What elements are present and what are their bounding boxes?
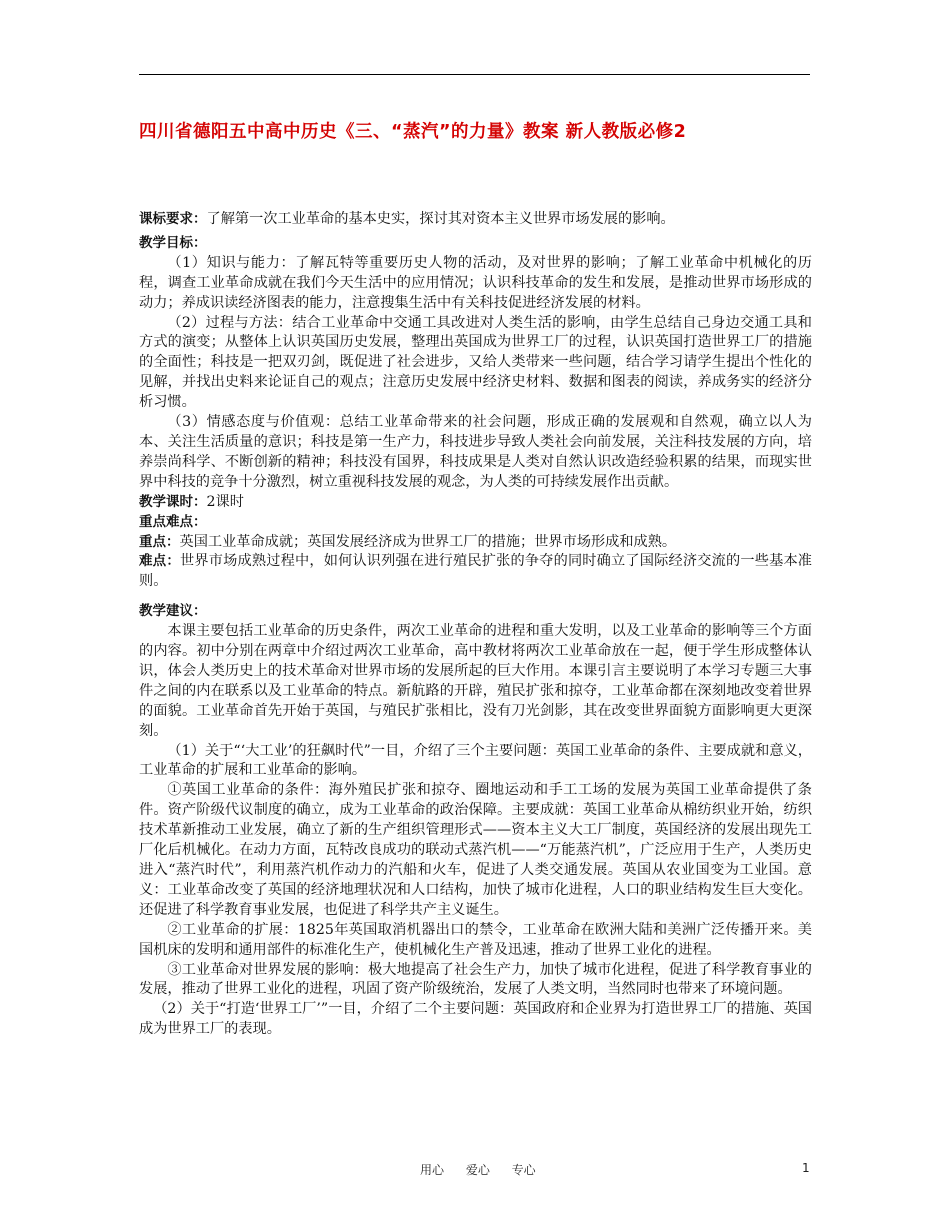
- hours-text: 2课时: [206, 493, 244, 510]
- suggestions-heading: 教学建议：: [139, 603, 207, 620]
- objective-values: （3）情感态度与价值观：总结工业革命带来的社会问题，形成正确的发展观和自然观，确立以人为本、关注生活质量的意识；科技是第一生产力，科技进步导致人类社会向前发展，关注科技发展的方向，培养崇尚科学、不断创新的精神；科技没有国界，科技成果是人类对自然认识改造经验积累的结果，而现实世界中科技的竞争十分激烈，树立重视科技发展的观念，为人类的可持续发展作出贡献。: [139, 414, 812, 490]
- page-number: 1: [802, 1161, 810, 1175]
- key-points-heading: 重点难点：: [139, 513, 207, 530]
- objective-process: （2）过程与方法：结合工业革命中交通工具改进对人类生活的影响，由学生总结自己身边交通工具和方式的演变；从整体上认识英国历史发展，整理出英国成为世界工厂的过程，认识英国打造世界工厂的措施的全面性；科技是一把双刃剑，既促进了社会进步，又给人类带来一些问题，结合学习请学生提出个性化的见解，并找出史料来论证自己的观点；注意历史发展中经济史材料、数据和图表的阅读，养成务实的经济分析习惯。: [139, 314, 812, 411]
- suggestion-paragraph: （2）关于“打造‘世界工厂’”一目，介绍了二个主要问题：英国政府和企业界为打造世界工厂的措施、英国成为世界工厂的表现。: [139, 1001, 812, 1038]
- suggestion-paragraph: ②工业革命的扩展：1825年英国取消机器出口的禁令，工业革命在欧洲大陆和美洲广泛传播开来。美国机床的发明和通用部件的标准化生产，使机械化生产普及迅速，推动了世界工业化的进程。: [139, 921, 812, 958]
- suggestion-paragraph: 本课主要包括工业革命的历史条件，两次工业革命的进程和重大发明，以及工业革命的影响等三个方面的内容。初中分别在两章中介绍过两次工业革命，高中教材将两次工业革命放在一起，便于学生形成整体认识，体会人类历史上的技术革命对世界市场的发展所起的巨大作用。本课引言主要说明了本学习专题三大事件之间的内在联系以及工业革命的特点。新航路的开辟，殖民扩张和掠夺，工业革命都在深刻地改变着世界的面貌。工业革命首先开始于英国，与殖民扩张相比，没有刀光剑影，其在改变世界面貌方面影响更大更深刻。: [139, 623, 812, 739]
- suggestion-paragraph: ③工业革命对世界发展的影响：极大地提高了社会生产力，加快了城市化进程，促进了科学教育事业的发展，推动了世界工业化的进程，巩固了资产阶级统治，发展了人类文明，当然同时也带来了环境问题。: [139, 961, 812, 998]
- curriculum-label: 课标要求：: [139, 211, 207, 227]
- suggestion-paragraph: ①英国工业革命的条件：海外殖民扩张和掠夺、圈地运动和手工工场的发展为英国工业革命提供了条件。资产阶级代议制度的确立，成为工业革命的政治保障。主要成就：英国工业革命从棉纺织业开始，纺织技术革新推动工业发展，确立了新的生产组织管理形式——资本主义大工厂制度，英国经济的发展出现先工厂化后机械化。在动力方面，瓦特改良成功的联动式蒸汽机——“万能蒸汽机”，广泛应用于生产，人类历史进入“蒸汽时代”，利用蒸汽机作动力的汽船和火车，促进了人类交通发展。英国从农业国变为工业国。意义：工业革命改变了英国的经济地理状况和人口结构，加快了城市化进程，人口的职业结构发生巨大变化。还促进了科学教育事业发展，也促进了科学共产主义诞生。: [139, 782, 812, 918]
- difficulty-line: [139, 552, 812, 592]
- header-rule: [139, 74, 810, 75]
- hours-label: 教学课时：: [139, 493, 207, 510]
- footer-slogan: 用心 爱心 专心: [420, 1163, 536, 1177]
- curriculum-text: 了解第一次工业革命的基本史实，探讨其对资本主义世界市场发展的影响。: [206, 211, 675, 227]
- difficulty-label: 难点：: [139, 553, 181, 570]
- objectives-heading: 教学目标：: [139, 234, 207, 251]
- document-body: [139, 210, 812, 1040]
- hours-line: [139, 493, 812, 513]
- curriculum-line: [139, 210, 812, 230]
- focus-text: 英国工业革命成就；英国发展经济成为世界工厂的措施；世界市场形成和成熟。: [179, 533, 677, 550]
- focus-label: 重点：: [139, 533, 180, 550]
- suggestion-paragraph: （1）关于“‘大工业’的狂飙时代”一目，介绍了三个主要问题：英国工业革命的条件、主要成就和意义，工业革命的扩展和工业革命的影响。: [139, 742, 812, 779]
- difficulty-text: 世界市场成熟过程中，如何认识列强在进行殖民扩张的争夺的同时确立了国际经济交流的一些基本准则。: [139, 553, 812, 590]
- document-title: 四川省德阳五中高中历史《三、“蒸汽”的力量》教案 新人教版必修2: [139, 122, 687, 142]
- focus-line: [139, 533, 812, 553]
- objective-knowledge: （1）知识与能力：了解瓦特等重要历史人物的活动，及对世界的影响；了解工业革命中机械化的历程，调查工业革命成就在我们今天生活中的应用情况；认识科技革命的发生和发展，是推动世界市场形成的动力；养成识读经济图表的能力，注意搜集生活中有关科技促进经济发展的材料。: [139, 254, 812, 311]
